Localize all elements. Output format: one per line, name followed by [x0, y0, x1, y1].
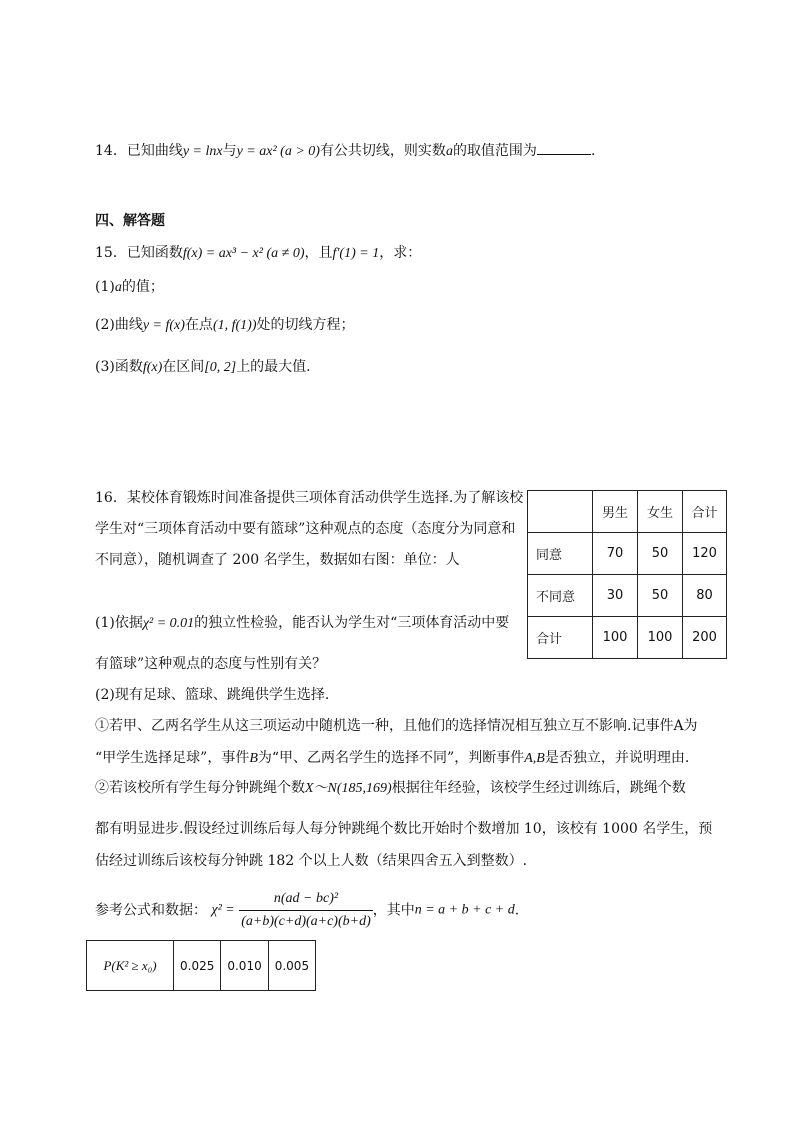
- table-cell: 50: [638, 533, 683, 575]
- q16-sub2-text-a: ②若该校所有学生每分钟跳绳个数: [95, 780, 305, 796]
- q16-sub2-line3: 估经过训练后该校每分钟跳 182 个以上人数（结果四舍五入到整数）.: [95, 853, 528, 869]
- q16-line3: 不同意），随机调查了 200 名学生，数据如右图：单位：人: [95, 552, 460, 568]
- table-cell: 女生: [638, 491, 683, 533]
- table-cell: 不同意: [528, 575, 593, 617]
- q15-part2: [95, 315, 354, 336]
- table-cell: 男生: [593, 491, 638, 533]
- q15-eq-f: f(x) = ax³ − x² (a ≠ 0): [182, 246, 305, 261]
- q16-sub2-line1: [95, 778, 686, 799]
- q16-line1: 16．某校体育锻炼时间准备提供三项体育活动供学生选择.为了解该校: [95, 490, 524, 506]
- q15-line: [95, 243, 421, 264]
- q16-part1-text-b: 的独立性检验，能否认为学生对“三项体育活动中要: [194, 615, 510, 631]
- q15-part2-eq: y = f(x): [142, 318, 185, 333]
- table-cell: P(K² ≥ x₀): [87, 941, 174, 991]
- critical-value-table: [86, 940, 316, 991]
- q15-part3-eq: f(x): [142, 360, 163, 375]
- q16-sub1-var-ab: A,B: [524, 751, 545, 766]
- table-cell: 合计: [683, 491, 727, 533]
- table-header-row: [528, 491, 727, 533]
- table-cell: 200: [683, 617, 727, 659]
- q14-text-b: 与: [222, 143, 237, 159]
- q14-text-d: 的取值范围为: [452, 143, 537, 159]
- table-cell: 0.010: [221, 941, 268, 991]
- q15-text-a: 已知函数: [126, 245, 183, 261]
- q14-number: 14．: [95, 143, 127, 159]
- q16-part1-text-a: (1)依据: [95, 615, 143, 631]
- reference-formula: [95, 888, 519, 933]
- q16-line2: 学生对“三项体育活动中要有篮球”这种观点的态度（态度分为同意和: [95, 521, 516, 537]
- q16-part2: (2)现有足球、篮球、跳绳供学生选择.: [95, 687, 330, 703]
- reference-end: .: [514, 902, 520, 919]
- q15-part3-text-c: 上的最大值.: [236, 359, 311, 375]
- table-cell: 30: [593, 575, 638, 617]
- q15-text-c: ，求：: [379, 245, 422, 261]
- q14-eq-parabola: y = ax² (a > 0): [236, 144, 320, 159]
- q16-sub2-eq: X～N(185,169): [305, 781, 392, 796]
- reference-fraction: [239, 888, 373, 933]
- q16-sub1-text-b: 为“甲、乙两名学生的选择不同”，判断事件: [257, 750, 525, 766]
- q16-part1-line2: 有篮球”这种观点的态度与性别有关？: [95, 656, 327, 672]
- table-cell: 0.025: [174, 941, 221, 991]
- q14-eq-ln: y = lnx: [182, 144, 223, 159]
- q15-part1-var: a: [114, 280, 122, 295]
- reference-chi: χ² =: [211, 902, 235, 918]
- table-cell: 50: [638, 575, 683, 617]
- q16-sub1-line2: [95, 748, 689, 769]
- table-row: [528, 575, 727, 617]
- q15-part3: [95, 357, 311, 378]
- q15-part2-number: (2): [95, 317, 115, 333]
- q15-part3-text-b: 在区间: [162, 359, 205, 375]
- reference-denominator: (a+b)(c+d)(a+c)(b+d): [241, 914, 371, 929]
- table-cell: 同意: [528, 533, 593, 575]
- q16-sub2-line2: 都有明显进步.假设经过训练后每人每分钟跳绳个数比开始时个数增加 10，该校有 1000 名学生，预: [95, 821, 713, 837]
- table-cell: 70: [593, 533, 638, 575]
- survey-table: [527, 490, 727, 659]
- q16-part1-eq: χ² = 0.01: [142, 616, 195, 631]
- q16-sub1-text-c: 是否独立，并说明理由.: [544, 750, 690, 766]
- section-title: 四、解答题: [95, 213, 165, 229]
- q15-part1: [95, 277, 164, 298]
- q16-part1: [95, 613, 509, 634]
- q16-sub1-line1: ①若甲、乙两名学生从这三项运动中随机选一种，且他们的选择情况相互独立互不影响.记事件A为: [95, 718, 698, 734]
- reference-label: 参考公式和数据：: [95, 902, 207, 919]
- table-cell: 100: [638, 617, 683, 659]
- q14-end: .: [590, 143, 596, 159]
- q15-text-b: ，且: [304, 245, 333, 261]
- table-row: [528, 617, 727, 659]
- table-row: [528, 533, 727, 575]
- table-cell: [528, 491, 593, 533]
- table-cell: 80: [683, 575, 727, 617]
- q15-part3-number: (3): [95, 359, 115, 375]
- q14-text-c: 有公共切线，则实数: [319, 143, 446, 159]
- table-row: [87, 941, 316, 991]
- table-cell: 0.005: [268, 941, 315, 991]
- table-cell: 合计: [528, 617, 593, 659]
- q15-part2-text-c: 处的切线方程；: [256, 317, 355, 333]
- q15-eq-fprime: f′(1) = 1: [332, 246, 380, 261]
- q14-line: [95, 140, 595, 162]
- q15-part3-interval: [0, 2]: [204, 360, 237, 375]
- q15-part2-point: (1, f(1)): [212, 318, 257, 333]
- q14-var-a: a: [445, 144, 453, 159]
- reference-numerator: n(ad − bc)²: [239, 888, 373, 911]
- q14-text-a: 已知曲线: [126, 143, 183, 159]
- q14-answer-blank: [537, 140, 591, 155]
- q15-part1-number: (1): [95, 279, 115, 295]
- q15-part1-text: 的值；: [121, 279, 164, 295]
- table-cell: 100: [593, 617, 638, 659]
- q15-part3-text-a: 函数: [114, 359, 143, 375]
- q16-sub2-text-b: 根据往年经验，该校学生经过训练后，跳绳个数: [391, 780, 686, 796]
- q15-part2-text-b: 在点: [184, 317, 213, 333]
- reference-n: n = a + b + c + d: [414, 902, 515, 918]
- table-cell: 120: [683, 533, 727, 575]
- q15-part2-text-a: 曲线: [114, 317, 143, 333]
- q16-sub1-text-a: “甲学生选择足球”，事件: [95, 750, 250, 766]
- q16-sub1-var-b: B: [249, 751, 258, 766]
- reference-text-b: ，其中: [372, 902, 415, 919]
- q15-number: 15．: [95, 245, 127, 261]
